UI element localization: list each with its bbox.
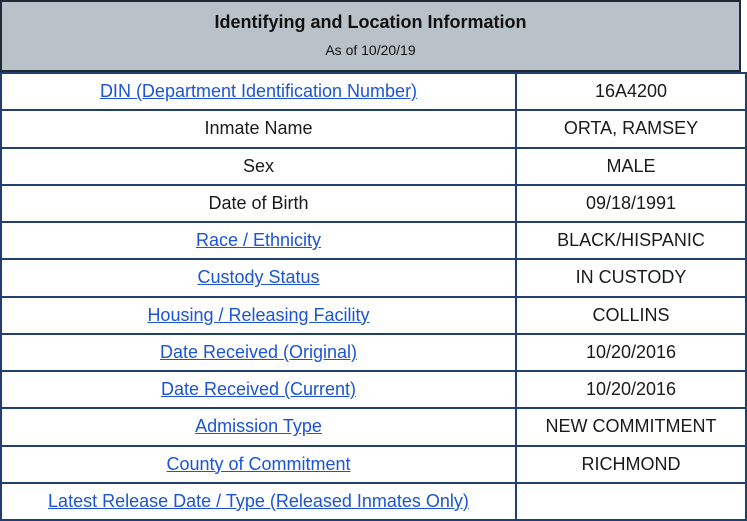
- table-row-date-received-original: [1, 334, 746, 371]
- housing-facility-link[interactable]: Housing / Releasing Facility: [147, 304, 370, 325]
- section-header: [0, 0, 741, 72]
- label-cell: [1, 73, 516, 110]
- latest-release-link[interactable]: Latest Release Date / Type (Released Inmates Only): [48, 490, 469, 511]
- date-received-original-value: 10/20/2016: [516, 334, 746, 371]
- admission-type-value: NEW COMMITMENT: [516, 408, 746, 445]
- custody-status-link[interactable]: Custody Status: [197, 267, 320, 288]
- table-row-date-received-current: [1, 371, 746, 408]
- din-value: 16A4200: [516, 73, 746, 110]
- table-row-county-of-commitment: [1, 446, 746, 483]
- sex-value: MALE: [516, 148, 746, 185]
- as-of-date: As of 10/20/19: [325, 42, 416, 58]
- date-of-birth-label: Date of Birth: [208, 192, 309, 213]
- date-of-birth-value: 09/18/1991: [516, 185, 746, 222]
- din-link[interactable]: DIN (Department Identification Number): [99, 81, 418, 102]
- table-row-latest-release: [1, 483, 746, 520]
- label-cell: [1, 185, 516, 222]
- table-row-inmate-name: [1, 110, 746, 147]
- label-cell: [1, 483, 516, 520]
- table-row-custody-status: [1, 259, 746, 296]
- date-received-current-value: 10/20/2016: [516, 371, 746, 408]
- table-row-sex: [1, 148, 746, 185]
- inmate-name-value: ORTA, RAMSEY: [516, 110, 746, 147]
- custody-status-value: IN CUSTODY: [516, 259, 746, 296]
- inmate-name-label: Inmate Name: [204, 118, 313, 139]
- info-table: [0, 72, 747, 521]
- label-cell: [1, 110, 516, 147]
- label-cell: [1, 259, 516, 296]
- label-cell: [1, 148, 516, 185]
- label-cell: [1, 297, 516, 334]
- label-cell: [1, 408, 516, 445]
- housing-facility-value: COLLINS: [516, 297, 746, 334]
- county-of-commitment-value: RICHMOND: [516, 446, 746, 483]
- date-received-original-link[interactable]: Date Received (Original): [159, 341, 358, 362]
- table-row-date-of-birth: [1, 185, 746, 222]
- label-cell: [1, 334, 516, 371]
- admission-type-link[interactable]: Admission Type: [195, 416, 322, 437]
- latest-release-value: [516, 483, 746, 520]
- table-row-admission-type: [1, 408, 746, 445]
- date-received-current-link[interactable]: Date Received (Current): [160, 379, 357, 400]
- label-cell: [1, 446, 516, 483]
- table-row-housing-facility: [1, 297, 746, 334]
- race-ethnicity-value: BLACK/HISPANIC: [516, 222, 746, 259]
- sex-label: Sex: [242, 155, 275, 176]
- label-cell: [1, 371, 516, 408]
- table-row-race-ethnicity: [1, 222, 746, 259]
- race-ethnicity-link[interactable]: Race / Ethnicity: [195, 230, 322, 251]
- label-cell: [1, 222, 516, 259]
- table-row-din: [1, 73, 746, 110]
- section-title: Identifying and Location Information: [214, 12, 527, 32]
- county-of-commitment-link[interactable]: County of Commitment: [166, 453, 351, 474]
